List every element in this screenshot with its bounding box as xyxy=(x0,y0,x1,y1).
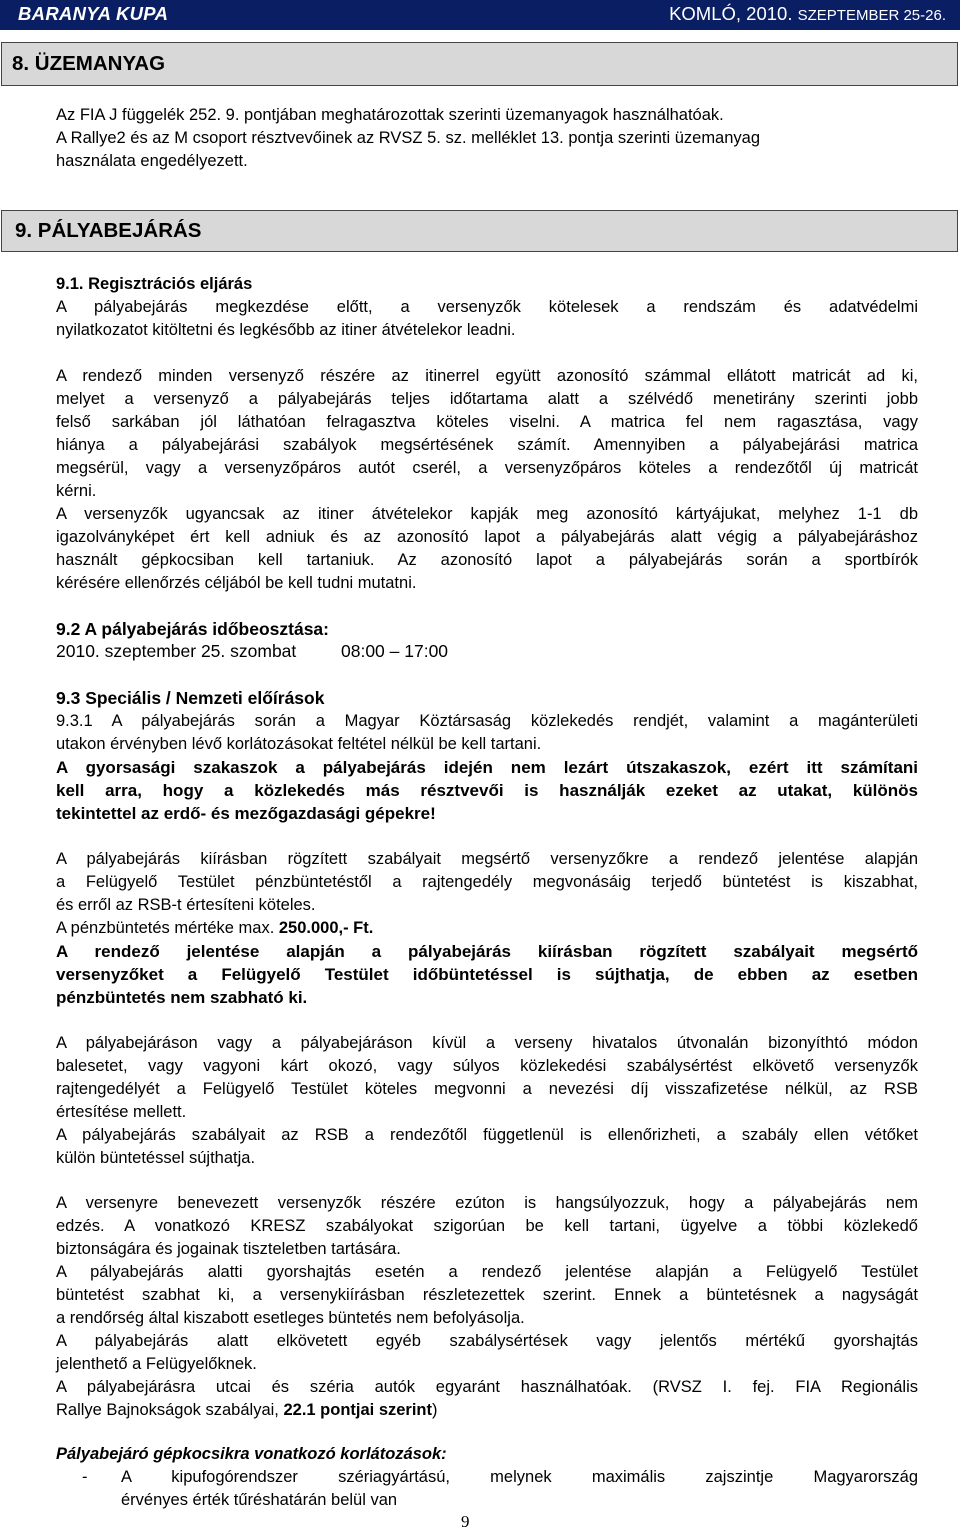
restrictions-title: Pályabejáró gépkocsikra vonatkozó korlátozások: xyxy=(56,1445,447,1463)
paragraph-line: A rendező minden versenyző részére az itinerrel együtt azonosító számmal ellátott matricát ad ki, xyxy=(56,367,918,385)
paragraph-line: A pályabejárás alatt elkövetett egyéb szabálysértések vagy jelentős mértékű gyorshajtás xyxy=(56,1332,918,1350)
paragraph-line: külön büntetéssel sújthatja. xyxy=(56,1149,256,1167)
paragraph-line: A pályabejárás megkezdése előtt, a versenyzők kötelesek a rendszám és adatvédelmi xyxy=(56,298,918,316)
paragraph-line: felső sarkában jól láthatóan felragasztva köteles viselni. A matrica fel nem ragasztása, vagy xyxy=(56,413,918,431)
bold-warning-line: kell arra, hogy a közlekedés más résztvevői is használják ezeket az utakat, különös xyxy=(56,781,918,800)
last-line-bold: 22.1 pontjai szerint xyxy=(283,1401,433,1419)
subsection-9-3-title: 9.3 Speciális / Nemzeti előírások xyxy=(56,688,325,708)
paragraph-line: A pályabejáráson vagy a pályabejáráson kívül a verseny hivatalos útvonalán bizonyíthtó módon xyxy=(56,1034,918,1052)
paragraph-line: a rendőrség által kiszabott esetleges büntetés nem befolyásolja. xyxy=(56,1309,525,1327)
header-location: KOMLÓ, 2010. xyxy=(669,3,793,24)
paragraph-line: biztonságára és jogainak tiszteletben tartására. xyxy=(56,1240,401,1258)
paragraph-line: hiánya a pályabejárási szabályok megsértésének számít. Amennyiben a pályabejárási matrica xyxy=(56,436,918,454)
paragraph-line: használt gépkocsiban kell tartaniuk. Az azonosító lapot a pályabejárás során a sportbírók xyxy=(56,551,918,569)
paragraph-line: melyet a versenyző a pályabejárás teljes időtartama alatt a szélvédő menetirány szerinti jobb xyxy=(56,390,918,408)
fine-value: 250.000,- Ft. xyxy=(278,919,374,937)
section-8-line-3: használata engedélyezett. xyxy=(56,152,248,170)
paragraph-line: 9.3.1 A pályabejárás során a Magyar Köztársaság közlekedés rendjét, valamint a magánterületi xyxy=(56,712,918,730)
section-8-line-2: A Rallye2 és az M csoport résztvevőinek az RVSZ 5. sz. melléklet 13. pontja szerinti üzemanyag xyxy=(56,129,761,147)
paragraph-line: rajtengedélyét a Felügyelő Testület köteles megvonni a nevezési díj visszafizetése nélkül, az RSB xyxy=(56,1080,918,1098)
last-line-text: Rallye Bajnokságok szabályai, xyxy=(56,1401,284,1419)
paragraph-line: megsérül, vagy a versenyzőpáros autót cserél, a versenyzőpáros köteles a rendezőtől új matricát xyxy=(56,459,918,477)
bold-penalty-line: versenyzőket a Felügyelő Testület időbüntetéssel is sújthatja, de ebben az esetben xyxy=(56,965,918,984)
header-date: SZEPTEMBER 25-26. xyxy=(797,7,946,24)
bold-warning-line: tekintettel az erdő- és mezőgazdasági gépekre! xyxy=(56,804,436,823)
paragraph-line: és erről az RSB-t értesíteni köteles. xyxy=(56,896,316,914)
section-8-heading xyxy=(1,42,958,86)
paragraph-line: A pályabejárás alatti gyorshajtás esetén a rendező jelentése alapján a Felügyelő Testület xyxy=(56,1263,918,1281)
section-8-title: 8. ÜZEMANYAG xyxy=(12,52,166,75)
paragraph-line: a Felügyelő Testület pénzbüntetéstől a rajtengedély megvonásáig terjedő büntetést is kiszabhat, xyxy=(56,873,918,891)
paragraph-line: A pályabejárásra utcai és széria autók egyaránt használhatóak. (RVSZ I. fej. FIA Regionális xyxy=(56,1378,918,1396)
bold-penalty-line: pénzbüntetés nem szabható ki. xyxy=(56,988,308,1007)
paragraph-line: igazolványképet ért kell adniuk és az azonosító lapot a pályabejárás alatt végig a pályabejáráshoz xyxy=(56,528,918,546)
header-location-date xyxy=(669,3,946,25)
header-title: BARANYA KUPA xyxy=(18,3,169,24)
last-regulation-line xyxy=(56,1399,918,1422)
paragraph-line: jelenthető a Felügyelőknek. xyxy=(56,1355,257,1373)
section-9-heading xyxy=(1,210,958,252)
paragraph-line: értesítése mellett. xyxy=(56,1103,187,1121)
bold-warning-line: A gyorsasági szakaszok a pályabejárás idején nem lezárt útszakaszok, ezért itt számítani xyxy=(56,758,918,777)
bold-penalty-line: A rendező jelentése alapján a pályabejárás kiírásban rögzített szabályait megsértő xyxy=(56,942,918,961)
page-number: 9 xyxy=(461,1512,470,1531)
schedule-time: 08:00 – 17:00 xyxy=(341,641,449,661)
bullet-line: A kipufogórendszer szériagyártású, melynek maximális zajszintje Magyarország xyxy=(121,1468,918,1486)
paragraph-line: nyilatkozatot kitöltetni és legkésőbb az itiner átvételekor leadni. xyxy=(56,321,516,339)
paragraph-line: A versenyre benevezett versenyzők részére ezúton is hangsúlyozzuk, hogy a pályabejárás nem xyxy=(56,1194,918,1212)
paragraph-line: utakon érvényben lévő korlátozásokat feltétel nélkül be kell tartani. xyxy=(56,735,542,753)
schedule-date: 2010. szeptember 25. szombat xyxy=(56,641,297,661)
page-header xyxy=(0,0,960,30)
section-9-title: 9. PÁLYABEJÁRÁS xyxy=(15,219,202,242)
paragraph-line: edzés. A vonatkozó KRESZ szabályokat szigorúan be kell tartani, ügyelve a többi közlekedő xyxy=(56,1217,918,1235)
paragraph-line: A pályabejárás szabályait az RSB a rendezőtől függetlenül is ellenőrizheti, a szabály ellen vétőket xyxy=(56,1126,918,1144)
subsection-9-2-title: 9.2 A pályabejárás időbeosztása: xyxy=(56,619,329,639)
fine-line xyxy=(56,917,918,940)
section-8-line-1: Az FIA J függelék 252. 9. pontjában meghatározottak szerinti üzemanyagok használhatóak. xyxy=(56,106,724,124)
paragraph-line: kérésére ellenőrzés céljából be kell tudni mutatni. xyxy=(56,574,417,592)
paragraph-line: balesetet, vagy vagyoni kárt okozó, vagy súlyos közlekedési szabálysértést elkövető versenyzők xyxy=(56,1057,918,1075)
paragraph-line: kérni. xyxy=(56,482,97,500)
paragraph-line: büntetést szabhat ki, a versenykiírásban részletezettek szerint. Ennek a büntetésnek a nagyságát xyxy=(56,1286,918,1304)
bullet-line: érvényes érték tűréshatárán belül van xyxy=(121,1491,398,1509)
bullet-dash: - xyxy=(82,1468,88,1486)
paragraph-line: A pályabejárás kiírásban rögzített szabályait megsértő versenyzőkre a rendező jelentése alapján xyxy=(56,850,918,868)
paragraph-line: A versenyzők ugyancsak az itiner átvételekor kapják meg azonosító kártyájukat, melyhez 1-1 db xyxy=(56,505,918,523)
fine-label: A pénzbüntetés mértéke max. xyxy=(56,919,279,937)
last-line-end: ) xyxy=(432,1401,438,1419)
subsection-9-1-title: 9.1. Regisztrációs eljárás xyxy=(56,275,253,293)
